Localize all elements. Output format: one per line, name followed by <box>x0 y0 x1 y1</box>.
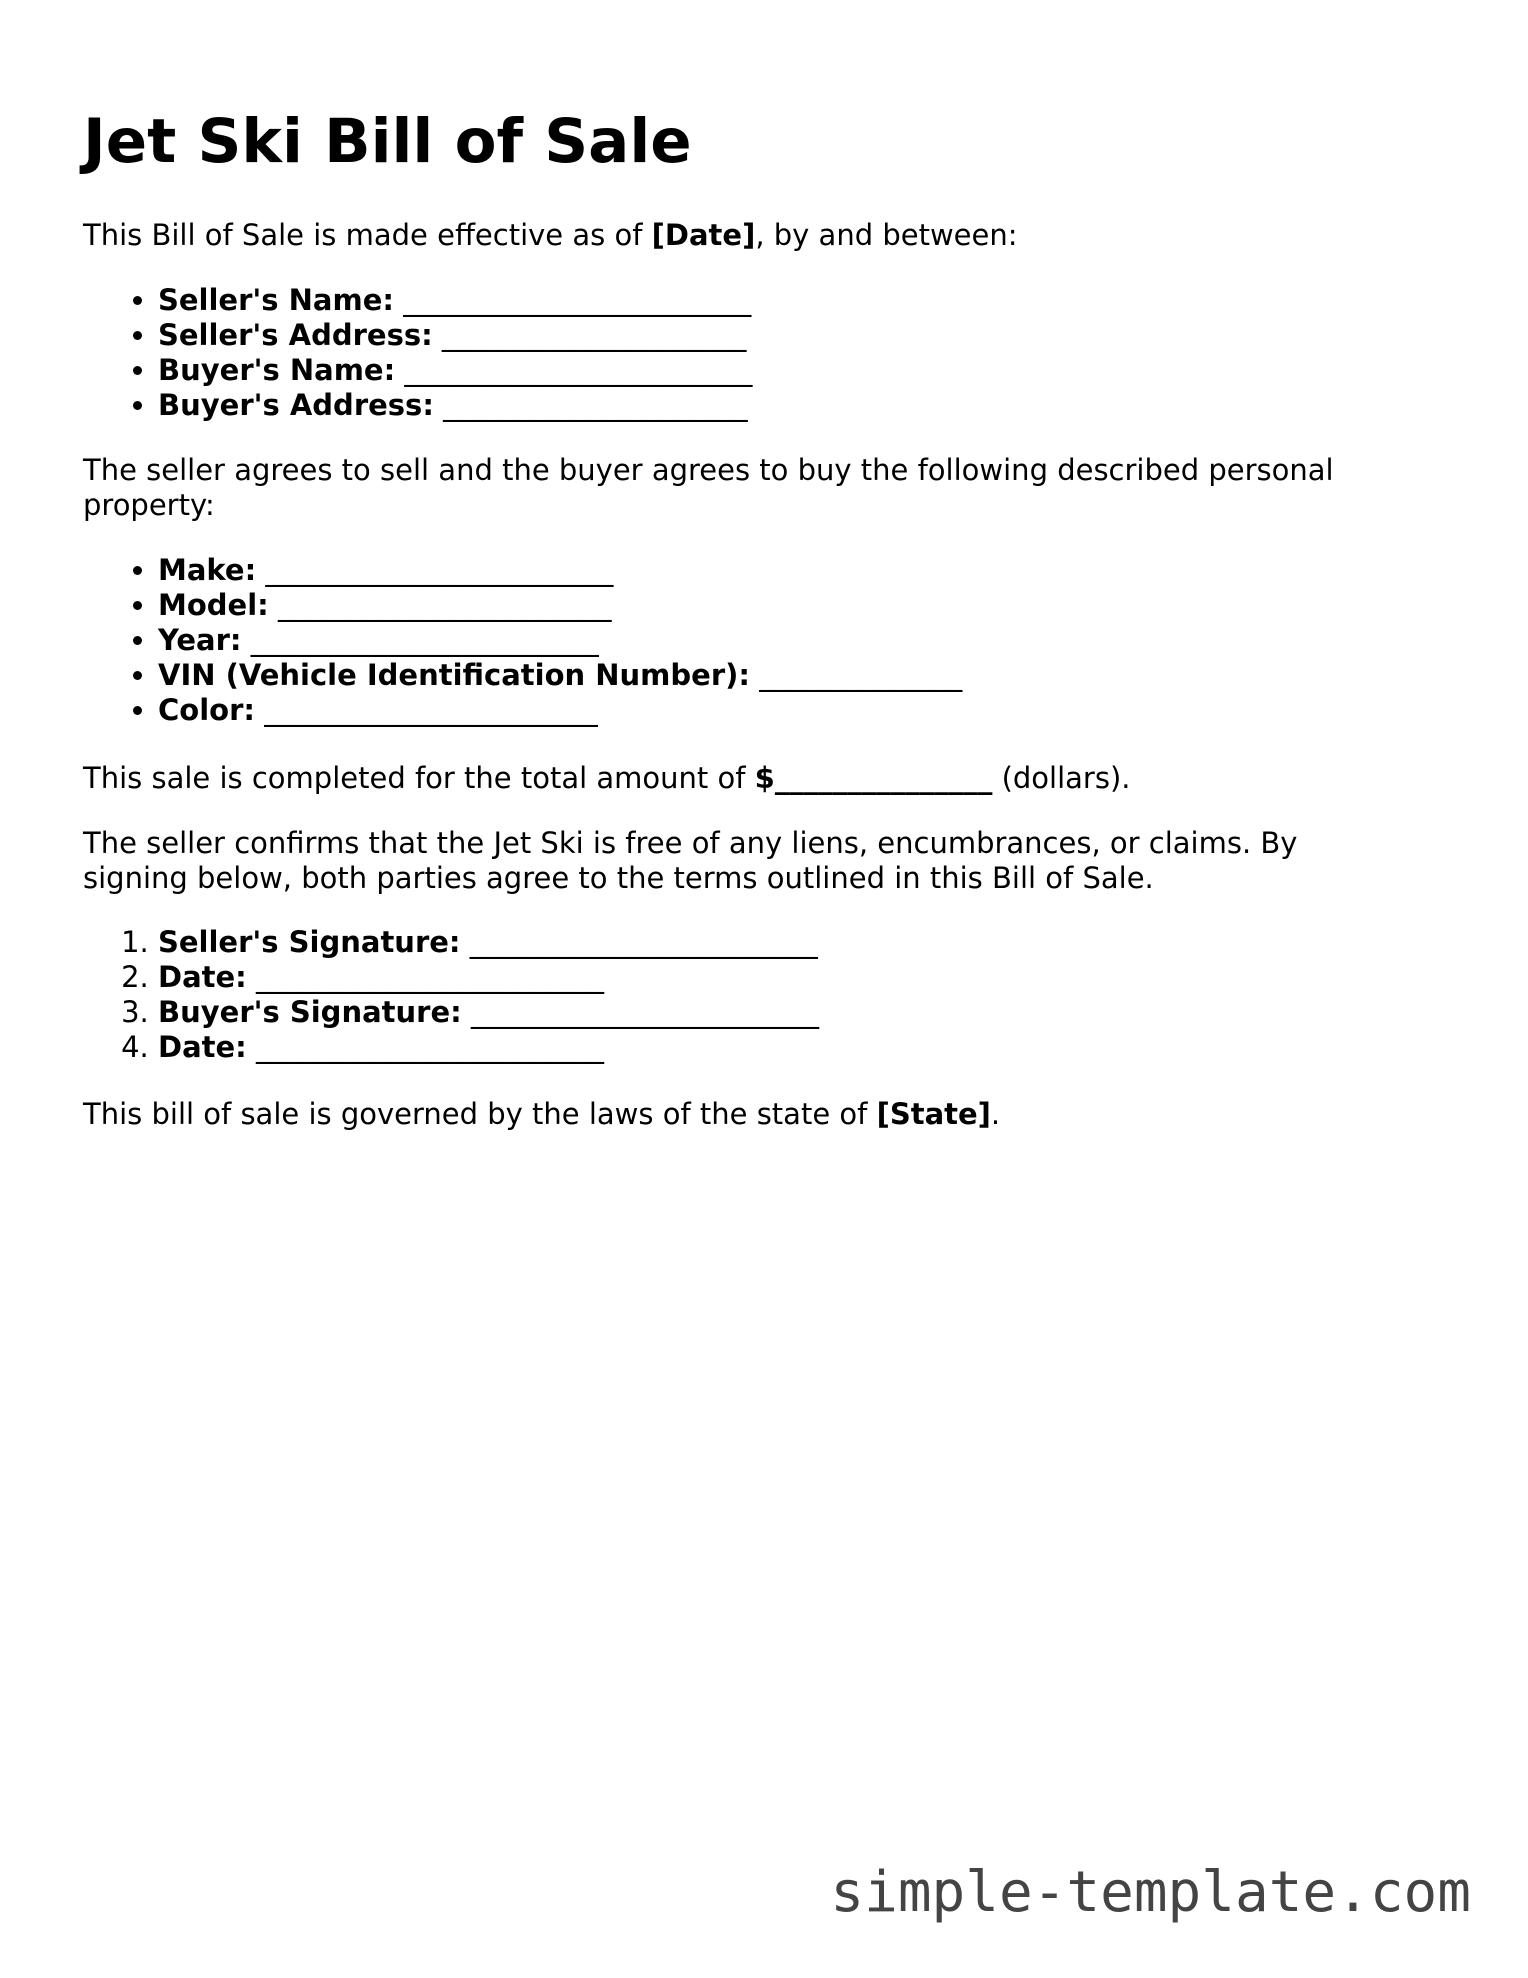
blank-line: ________________________ <box>256 960 604 994</box>
list-item <box>158 588 1478 623</box>
governing-text-end: . <box>990 1097 1001 1131</box>
blank-line: _____________________ <box>443 388 748 422</box>
blank-line: _______________________ <box>264 693 598 727</box>
list-item <box>158 283 1478 318</box>
governing-text: This bill of sale is governed by the laws of the state of <box>83 1097 877 1131</box>
list-item <box>158 995 1478 1030</box>
list-item <box>158 388 1478 423</box>
amount-placeholder: $_______________ <box>754 761 993 795</box>
list-item <box>158 658 1478 693</box>
blank-line: ________________________ <box>403 283 752 317</box>
governing-law-paragraph <box>83 1097 1403 1132</box>
list-item <box>158 960 1478 995</box>
parties-list <box>83 283 1478 423</box>
intro-paragraph <box>83 218 1403 253</box>
signatures-list <box>83 925 1478 1065</box>
list-item <box>158 553 1478 588</box>
field-label: Make: <box>158 553 257 587</box>
field-label: Buyer's Signature: <box>158 995 462 1029</box>
field-label: Model: <box>158 588 269 622</box>
list-item <box>158 693 1478 728</box>
effective-date-placeholder: [Date] <box>651 218 756 252</box>
blank-line: ________________________ <box>404 353 753 387</box>
list-item <box>158 623 1478 658</box>
field-label: VIN (Vehicle Identification Number): <box>158 658 750 692</box>
field-label: Date: <box>158 960 247 994</box>
field-label: Color: <box>158 693 255 727</box>
blank-line: ________________________ <box>265 553 614 587</box>
blank-line: ________________________ <box>250 623 599 657</box>
list-item <box>158 353 1478 388</box>
property-list <box>83 553 1478 728</box>
field-label: Buyer's Name: <box>158 353 396 387</box>
amount-text-end: (dollars). <box>992 761 1131 795</box>
intro-text: This Bill of Sale is made effective as of <box>83 218 652 252</box>
blank-line: _______________________ <box>277 588 612 622</box>
blank-line: ________________________ <box>469 925 818 959</box>
blank-line: ______________ <box>759 658 963 692</box>
list-item <box>158 925 1478 960</box>
document-title: Jet Ski Bill of Sale <box>83 106 692 177</box>
blank-line: _____________________ <box>441 318 747 352</box>
state-placeholder: [State] <box>876 1097 991 1131</box>
property-intro-paragraph: The seller agrees to sell and the buyer agrees to buy the following described personal property: <box>83 453 1334 522</box>
field-label: Buyer's Address: <box>158 388 434 422</box>
confirmation-paragraph: The seller confirms that the Jet Ski is free of any liens, encumbrances, or claims. By signing below, both parties agree to the terms outlined in this Bill of Sale. <box>83 826 1298 895</box>
intro-text-end: , by and between: <box>755 218 1018 252</box>
field-label: Seller's Name: <box>158 283 394 317</box>
footer-watermark: simple-template.com <box>830 1860 1471 1925</box>
field-label: Seller's Signature: <box>158 925 461 959</box>
list-item <box>158 1030 1478 1065</box>
field-label: Year: <box>158 623 242 657</box>
blank-line: ________________________ <box>256 1030 604 1064</box>
list-item <box>158 318 1478 353</box>
blank-line: ________________________ <box>470 995 819 1029</box>
field-label: Date: <box>158 1030 247 1064</box>
amount-text: This sale is completed for the total amount of <box>83 761 755 795</box>
amount-paragraph <box>83 761 1403 796</box>
field-label: Seller's Address: <box>158 318 433 352</box>
